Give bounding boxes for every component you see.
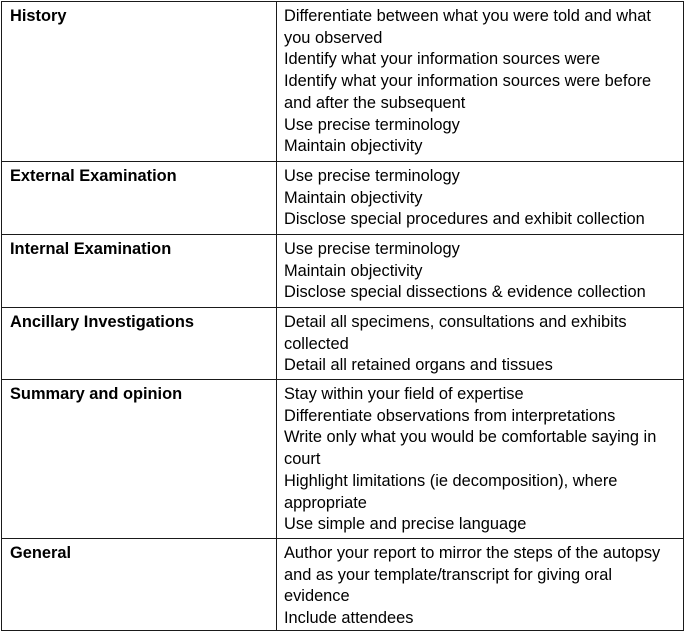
list-item: Use precise terminology: [284, 115, 460, 134]
list-item: Disclose special procedures and exhibit collection: [284, 210, 645, 229]
list-item: Detail all specimens, consultations and exhibits collected: [284, 313, 627, 353]
list-item: Use simple and precise language: [284, 515, 527, 534]
list-item: Write only what you would be comfortable saying in court: [284, 428, 657, 469]
list-item: Differentiate between what you were told and what you observed: [284, 7, 651, 47]
list-item: Stay within your field of expertise: [284, 385, 524, 403]
list-item: Detail all retained organs and tissues: [284, 356, 553, 375]
table-row-internal-examination: [2, 235, 684, 308]
section-title-ancillary-investigations: Ancillary Investigations: [10, 313, 194, 331]
section-cell: [2, 235, 277, 308]
list-item: Disclose special dissections & evidence collection: [284, 283, 646, 302]
table-row-history: [2, 2, 684, 162]
items-cell: [277, 380, 684, 539]
list-item: Include attendees: [284, 609, 414, 628]
list-item: Maintain objectivity: [284, 137, 423, 156]
section-cell: [2, 308, 277, 380]
list-item: Identify what your information sources were: [284, 50, 601, 69]
list-item: Identify what your information sources were before and after the subsequent: [284, 72, 652, 112]
section-title-summary-and-opinion: Summary and opinion: [10, 385, 183, 403]
items-cell: [277, 2, 684, 162]
table-row-general: [2, 539, 684, 631]
section-cell: [2, 2, 277, 162]
section-cell: [2, 539, 277, 631]
section-title-history: History: [10, 7, 67, 25]
items-cell: [277, 235, 684, 308]
items-cell: [277, 539, 684, 631]
list-item: Differentiate observations from interpretations: [284, 406, 616, 425]
section-cell: [2, 380, 277, 539]
report-guidelines-table: [1, 1, 684, 631]
section-title-internal-examination: Internal Examination: [10, 240, 172, 258]
list-item: Use precise terminology: [284, 167, 460, 185]
items-cell: [277, 308, 684, 380]
section-title-external-examination: External Examination: [10, 167, 177, 185]
table-row-ancillary-investigations: [2, 308, 684, 380]
items-cell: [277, 162, 684, 235]
section-cell: [2, 162, 277, 235]
list-item: Use precise terminology: [284, 240, 460, 258]
list-item: Author your report to mirror the steps of the autopsy and as your template/transcript for giving oral evidence: [284, 544, 661, 606]
list-item: Maintain objectivity: [284, 261, 423, 280]
table-row-external-examination: [2, 162, 684, 235]
list-item: Highlight limitations (ie decomposition), where appropriate: [284, 471, 618, 512]
table-row-summary-and-opinion: [2, 380, 684, 539]
section-title-general: General: [10, 544, 72, 562]
list-item: Maintain objectivity: [284, 188, 423, 207]
